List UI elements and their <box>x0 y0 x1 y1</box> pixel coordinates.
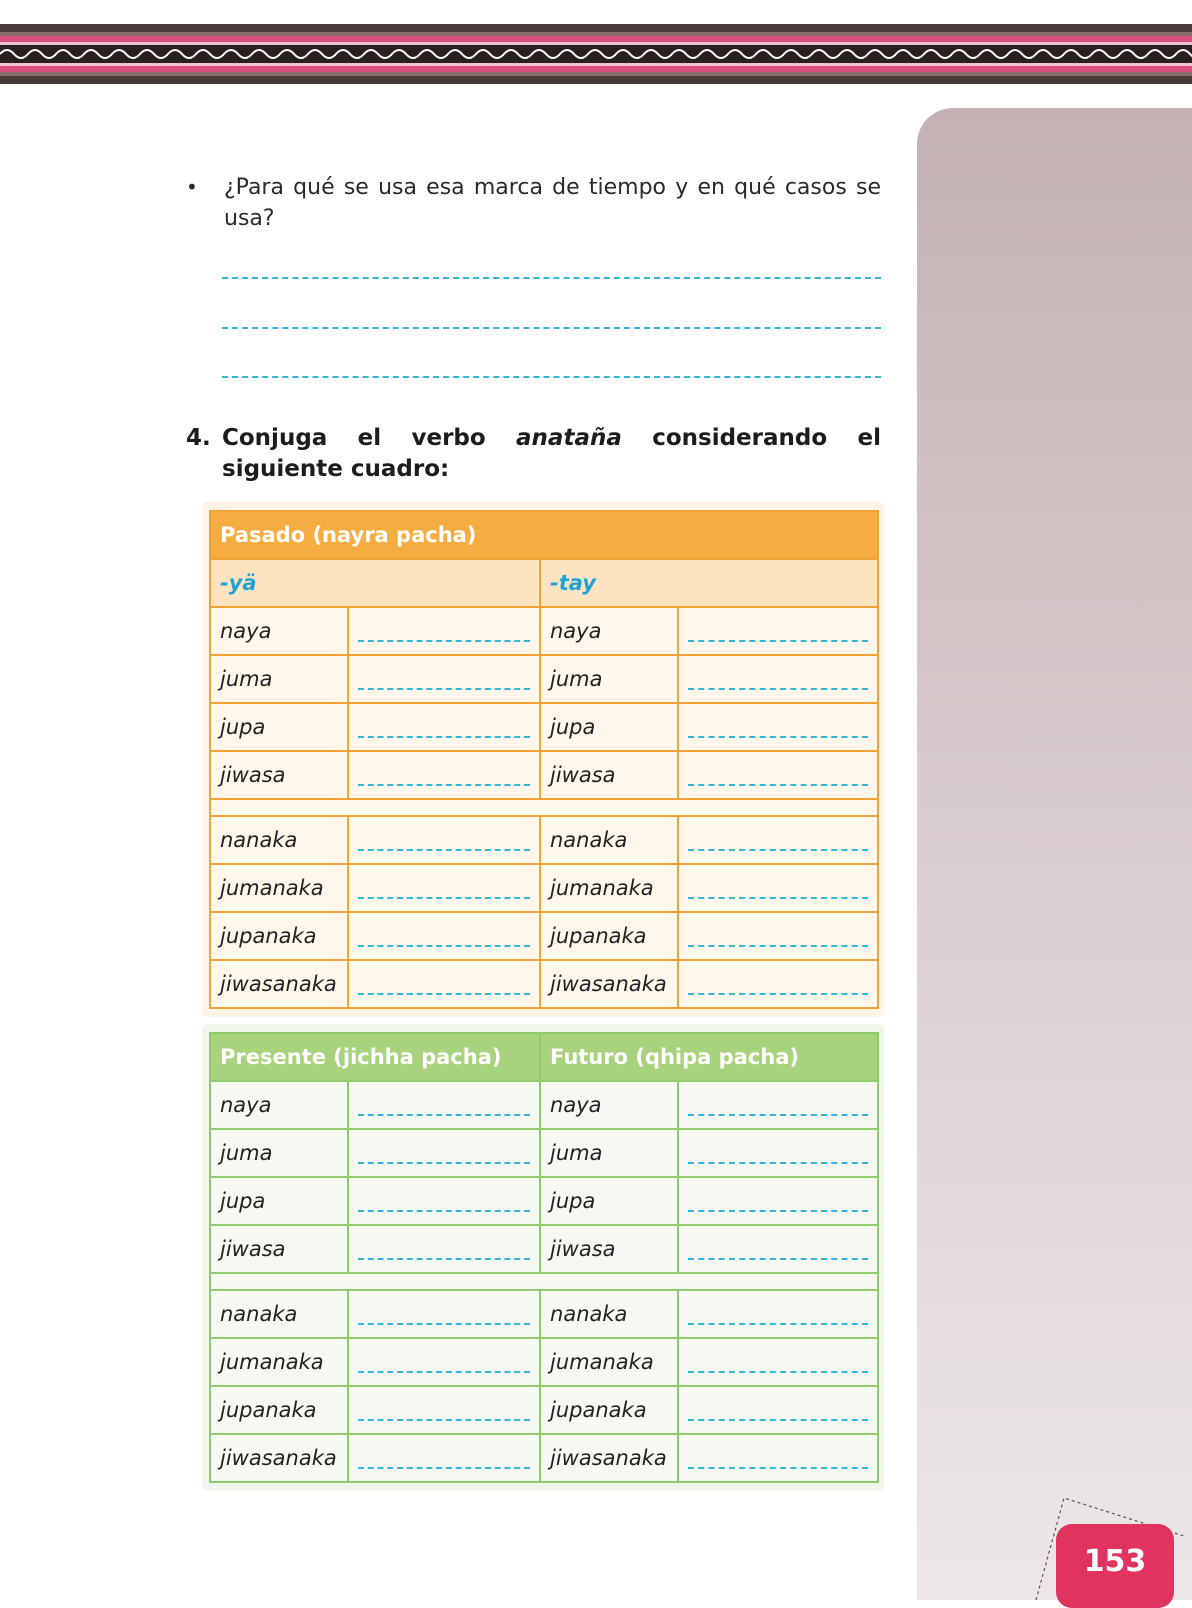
table-row <box>210 703 878 751</box>
decorative-header-band <box>0 24 1192 84</box>
table-row <box>210 1290 878 1338</box>
wave-pattern-icon <box>0 45 1192 63</box>
answer-blank[interactable] <box>678 1386 878 1434</box>
table-row <box>210 607 878 655</box>
present-future-conjugation-table <box>209 1032 879 1483</box>
task-text <box>222 423 881 485</box>
answer-blank[interactable] <box>678 864 878 912</box>
table-row <box>210 1434 878 1482</box>
pronoun-cell: jiwasanaka <box>540 960 678 1008</box>
answer-blank[interactable] <box>678 912 878 960</box>
pronoun-cell: jiwasa <box>210 751 348 799</box>
pronoun-cell: juma <box>540 1129 678 1177</box>
pronoun-cell: jupanaka <box>540 912 678 960</box>
pronoun-cell: jiwasa <box>210 1225 348 1273</box>
answer-blank[interactable] <box>348 1434 540 1482</box>
past-conjugation-table <box>209 510 879 1009</box>
pronoun-cell: naya <box>540 607 678 655</box>
answer-blank[interactable] <box>348 960 540 1008</box>
answer-blank[interactable] <box>348 655 540 703</box>
past-suffix-ya: -yä <box>210 559 540 607</box>
past-suffix-tay: -tay <box>540 559 878 607</box>
pronoun-cell: nanaka <box>540 1290 678 1338</box>
answer-blank[interactable] <box>678 703 878 751</box>
table-spacer <box>210 799 878 816</box>
pronoun-cell: naya <box>210 1081 348 1129</box>
table-row <box>210 1338 878 1386</box>
answer-blank[interactable] <box>348 1081 540 1129</box>
answer-blank[interactable] <box>678 1290 878 1338</box>
pronoun-cell: jiwasanaka <box>210 1434 348 1482</box>
right-sidebar-panel <box>917 108 1192 1600</box>
pronoun-cell: juma <box>540 655 678 703</box>
answer-blank[interactable] <box>348 1129 540 1177</box>
answer-blank[interactable] <box>348 816 540 864</box>
pronoun-cell: jiwasa <box>540 1225 678 1273</box>
question-item <box>186 172 881 234</box>
table-row <box>210 655 878 703</box>
answer-blank[interactable] <box>348 912 540 960</box>
answer-blank[interactable] <box>678 816 878 864</box>
table-row <box>210 1225 878 1273</box>
answer-blank[interactable] <box>348 751 540 799</box>
past-table-title: Pasado (nayra pacha) <box>210 511 878 559</box>
pronoun-cell: naya <box>540 1081 678 1129</box>
answer-line-1[interactable] <box>222 277 881 279</box>
pronoun-cell: nanaka <box>540 816 678 864</box>
answer-blank[interactable] <box>678 751 878 799</box>
table-row <box>210 1129 878 1177</box>
task-text-after: considerando el siguiente cuadro: <box>222 425 881 482</box>
table-row <box>210 816 878 864</box>
answer-blank[interactable] <box>678 1434 878 1482</box>
pronoun-cell: juma <box>210 655 348 703</box>
pronoun-cell: jupanaka <box>540 1386 678 1434</box>
table-row <box>210 864 878 912</box>
past-table-container <box>202 502 884 1017</box>
answer-blank[interactable] <box>678 1338 878 1386</box>
task-verb: anataña <box>516 425 622 451</box>
pronoun-cell: jumanaka <box>540 1338 678 1386</box>
future-table-title: Futuro (qhipa pacha) <box>540 1033 878 1081</box>
pronoun-cell: jupa <box>210 1177 348 1225</box>
task-instruction <box>186 423 881 485</box>
answer-blank[interactable] <box>678 1177 878 1225</box>
table-row <box>210 1177 878 1225</box>
table-row <box>210 960 878 1008</box>
answer-line-3[interactable] <box>222 376 881 378</box>
answer-blank[interactable] <box>348 864 540 912</box>
pronoun-cell: nanaka <box>210 816 348 864</box>
answer-blank[interactable] <box>678 1225 878 1273</box>
answer-blank[interactable] <box>348 1177 540 1225</box>
answer-blank[interactable] <box>678 1081 878 1129</box>
pronoun-cell: jupanaka <box>210 1386 348 1434</box>
pronoun-cell: jupa <box>210 703 348 751</box>
table-row <box>210 751 878 799</box>
present-table-title: Presente (jichha pacha) <box>210 1033 540 1081</box>
page-number-badge <box>1056 1524 1174 1608</box>
pronoun-cell: jiwasanaka <box>540 1434 678 1482</box>
answer-blank[interactable] <box>348 607 540 655</box>
page-number: 153 <box>1083 1543 1147 1579</box>
pronoun-cell: jumanaka <box>540 864 678 912</box>
bullet-point: • <box>186 175 198 199</box>
pronoun-cell: juma <box>210 1129 348 1177</box>
pronoun-cell: nanaka <box>210 1290 348 1338</box>
pronoun-cell: jupa <box>540 1177 678 1225</box>
answer-blank[interactable] <box>348 703 540 751</box>
answer-blank[interactable] <box>678 607 878 655</box>
pronoun-cell: jiwasa <box>540 751 678 799</box>
table-row <box>210 1081 878 1129</box>
pronoun-cell: jumanaka <box>210 1338 348 1386</box>
pronoun-cell: jumanaka <box>210 864 348 912</box>
task-number: 4. <box>186 425 211 451</box>
pronoun-cell: jiwasanaka <box>210 960 348 1008</box>
question-text: ¿Para qué se usa esa marca de tiempo y en qué casos se usa? <box>224 175 881 231</box>
pronoun-cell: jupa <box>540 703 678 751</box>
answer-blank[interactable] <box>348 1386 540 1434</box>
answer-blank[interactable] <box>348 1338 540 1386</box>
answer-blank[interactable] <box>678 960 878 1008</box>
answer-blank[interactable] <box>678 655 878 703</box>
table-row <box>210 912 878 960</box>
pronoun-cell: naya <box>210 607 348 655</box>
task-text-before: Conjuga el verbo <box>222 425 517 451</box>
answer-blank[interactable] <box>348 1225 540 1273</box>
table-row <box>210 1386 878 1434</box>
answer-line-2[interactable] <box>222 327 881 329</box>
pronoun-cell: jupanaka <box>210 912 348 960</box>
answer-blank[interactable] <box>348 1290 540 1338</box>
table-spacer <box>210 1273 878 1290</box>
answer-blank[interactable] <box>678 1129 878 1177</box>
present-future-table-container <box>202 1024 884 1491</box>
